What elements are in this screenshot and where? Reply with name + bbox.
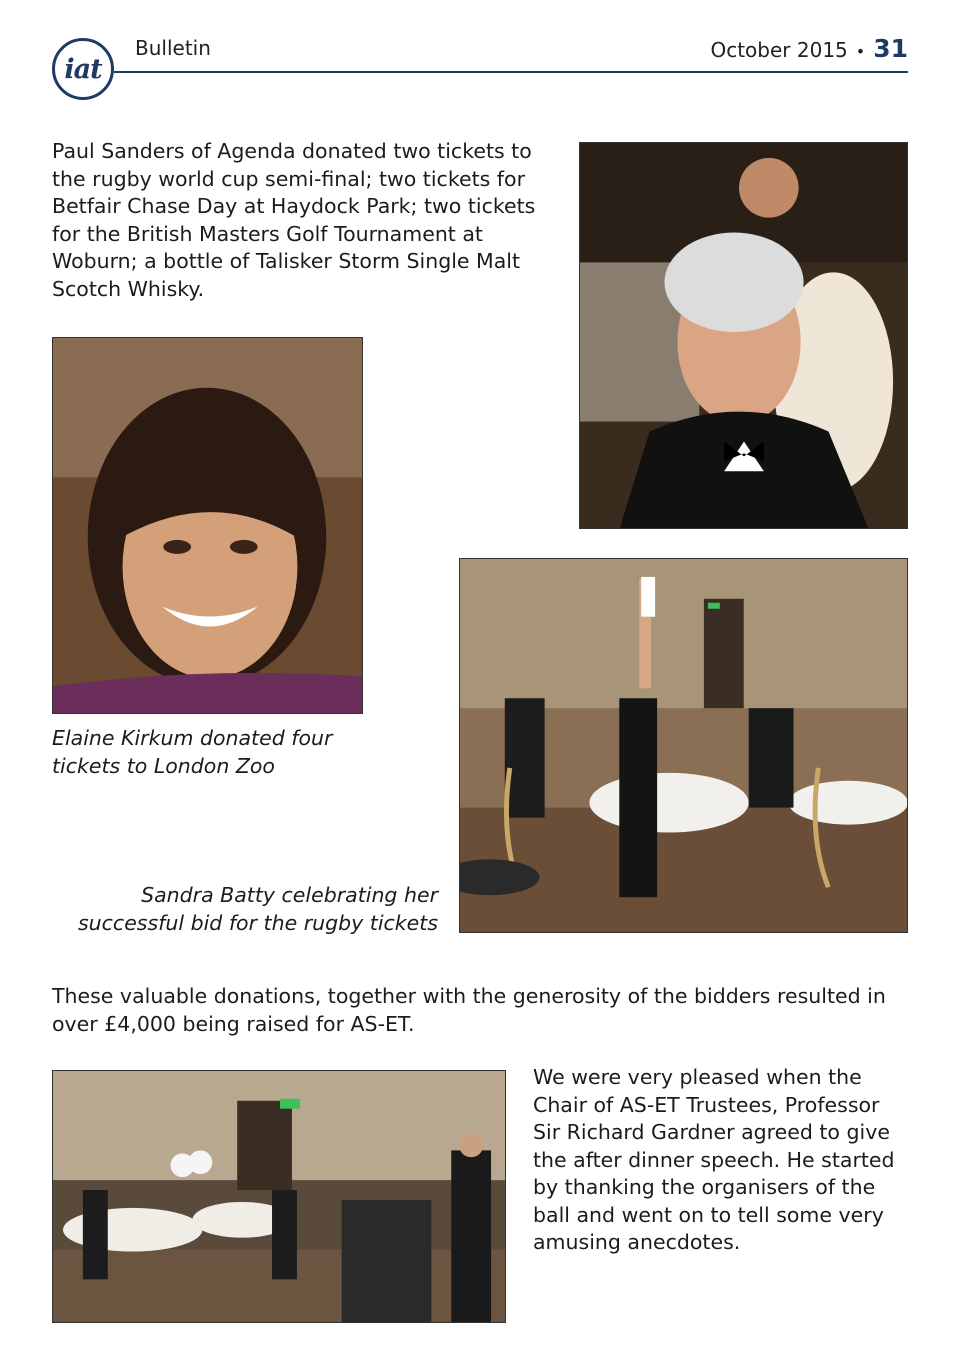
caption-elaine-kirkum: Elaine Kirkum donated four tickets to London Zoo <box>52 726 333 778</box>
paragraph-paul-sanders-donation: Paul Sanders of Agenda donated two tickets to the rugby world cup semi-final; two tickets for Betfair Chase Day at Haydock Park; two tickets for the British Masters Golf Tournament at Woburn; a bottle of Talisker Storm Single Malt Scotch Whisky. <box>52 139 536 301</box>
header-section-title: Bulletin <box>135 36 211 60</box>
header-date: October 2015 <box>710 38 848 62</box>
photo-man-in-tuxedo <box>579 142 908 529</box>
header-rule <box>114 71 908 73</box>
paragraph-funds-raised: These valuable donations, together with the generosity of the bidders resulted in over £4,000 being raised for AS-ET. <box>52 984 886 1036</box>
logo-text: iat <box>64 53 102 85</box>
photo-elaine-kirkum <box>52 337 363 714</box>
photo-after-dinner-speech <box>52 1070 506 1323</box>
header-bullet: • <box>855 42 866 61</box>
iat-logo <box>52 38 114 100</box>
paragraph-after-dinner-speech: We were very pleased when the Chair of AS-ET Trustees, Professor Sir Richard Gardner agreed to give the after dinner speech. He started by thanking the organisers of the ball and went on to tell some very amusing anecdotes. <box>533 1065 895 1254</box>
page-number: 31 <box>873 34 908 63</box>
photo-sandra-batty-celebrating <box>459 558 908 933</box>
header-date-page <box>710 34 908 63</box>
caption-sandra-batty: Sandra Batty celebrating her successful bid for the rugby tickets <box>77 883 438 935</box>
